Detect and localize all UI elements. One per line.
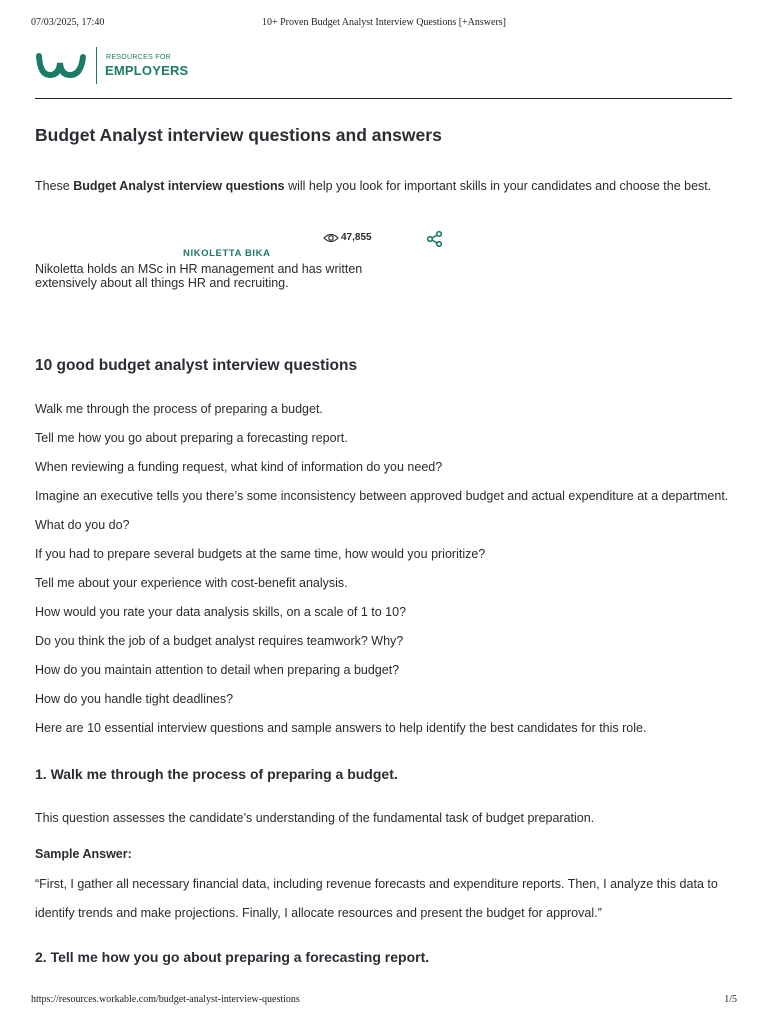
list-item [35, 569, 732, 598]
print-url: https://resources.workable.com/budget-analyst-interview-questions [31, 994, 300, 1005]
list-item [35, 627, 732, 656]
view-count [323, 232, 372, 243]
print-datetime: 07/03/2025, 17:40 [31, 17, 105, 28]
questions-list [35, 395, 732, 743]
q1-heading: 1. Walk me through the process of preparing a budget. [35, 766, 398, 782]
logo-title: EMPLOYERS [105, 63, 189, 78]
list-item [35, 424, 732, 453]
questions-heading: 10 good budget analyst interview questions [35, 357, 358, 374]
question-text: Tell me about your experience with cost-benefit analysis. [35, 576, 348, 590]
page-title: Budget Analyst interview questions and answers [35, 125, 442, 145]
question-text: When reviewing a funding request, what kind of information do you need? [35, 460, 443, 474]
closing-text: Here are 10 essential interview questions and sample answers to help identify the best candidates for this role. [35, 721, 647, 735]
question-text: Tell me how you go about preparing a forecasting report. [35, 431, 348, 445]
q1-sample-label: Sample Answer: [35, 847, 132, 861]
question-text: How would you rate your data analysis skills, on a scale of 1 to 10? [35, 605, 407, 619]
view-count-value: 47,855 [341, 232, 372, 243]
question-text: Walk me through the process of preparing a budget. [35, 402, 323, 416]
header-divider [35, 98, 732, 99]
list-item [35, 656, 732, 685]
question-text: If you had to prepare several budgets at the same time, how would you prioritize? [35, 547, 486, 561]
intro-suffix: will help you look for important skills in your candidates and choose the best. [284, 179, 712, 193]
question-text: Do you think the job of a budget analyst requires teamwork? Why? [35, 634, 404, 648]
q2-heading: 2. Tell me how you go about preparing a forecasting report. [35, 949, 430, 965]
list-item [35, 395, 732, 424]
intro-bold: Budget Analyst interview questions [73, 179, 285, 193]
list-item [35, 685, 732, 714]
question-text: How do you maintain attention to detail when preparing a budget? [35, 663, 400, 677]
list-item [35, 598, 732, 627]
question-text: Imagine an executive tells you there’s some inconsistency between approved budget and actual expenditure at a department. What do you do? [35, 489, 729, 532]
logo-tagline: RESOURCES FOR [106, 54, 171, 61]
intro-paragraph [35, 172, 732, 201]
share-icon [426, 230, 444, 248]
q1-sample-answer: “First, I gather all necessary financial data, including revenue forecasts and expenditure reports. Then, I analyze this data to identify trends and make projections. Finally, I allocate resources and present the budget for approval.” [35, 877, 718, 920]
intro-prefix: These [35, 179, 74, 193]
workable-logo[interactable] [35, 47, 235, 85]
list-item [35, 482, 732, 540]
question-text: How do you handle tight deadlines? [35, 692, 234, 706]
author-bio: Nikoletta holds an MSc in HR management and has written extensively about all things HR and recruiting. [35, 262, 363, 290]
eye-icon [323, 233, 339, 243]
author-name-link[interactable]: NIKOLETTA BIKA [183, 248, 271, 259]
print-page-number: 1/5 [724, 994, 737, 1005]
q1-description: This question assesses the candidate’s understanding of the fundamental task of budget preparation. [35, 811, 595, 825]
print-page-title: 10+ Proven Budget Analyst Interview Questions [+Answers] [261, 17, 507, 28]
list-item [35, 540, 732, 569]
list-item [35, 453, 732, 482]
workable-w-icon [35, 51, 87, 81]
logo-divider [96, 47, 97, 84]
share-button[interactable] [426, 230, 444, 253]
list-item [35, 714, 732, 743]
